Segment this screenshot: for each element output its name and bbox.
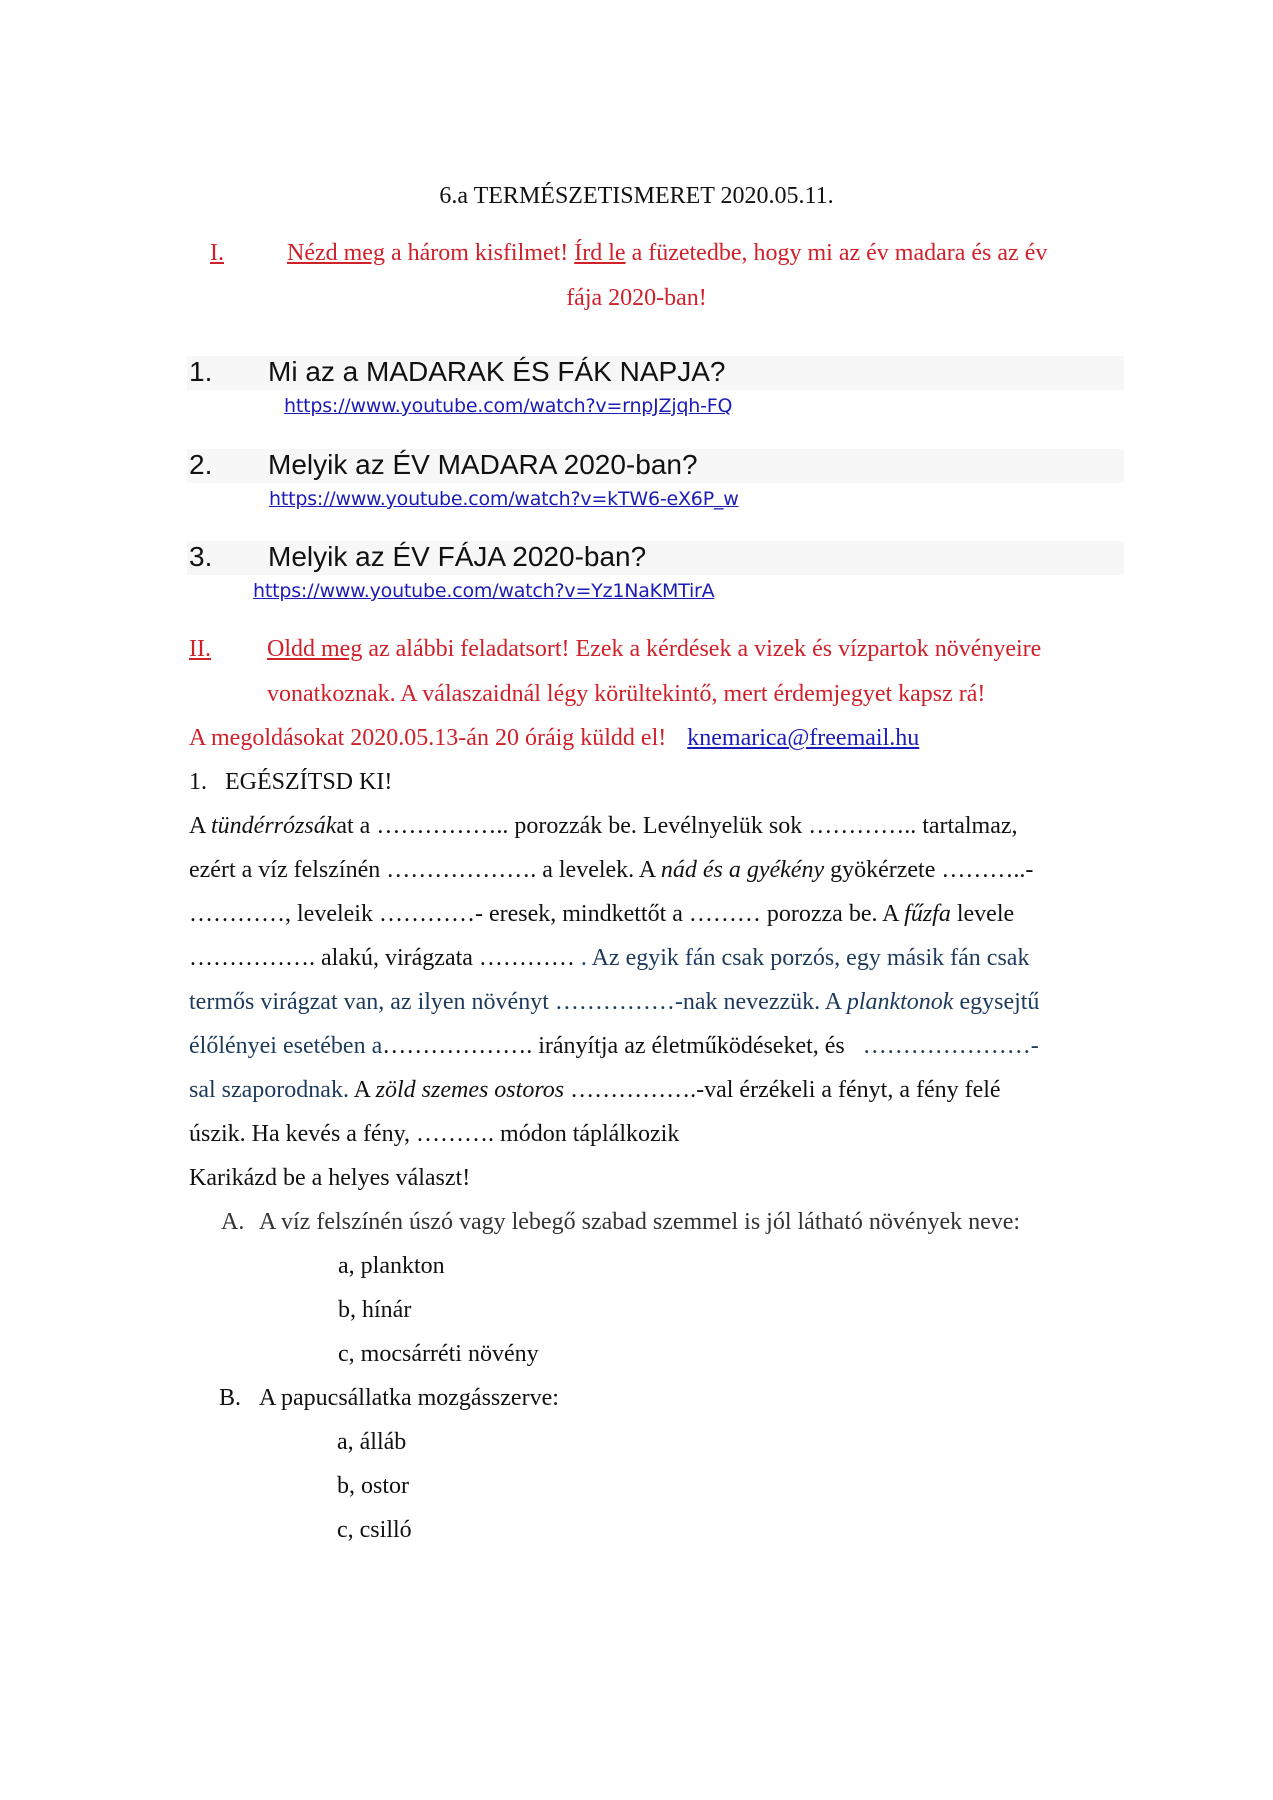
question-b-option-a[interactable]: a, álláb: [337, 1429, 407, 1455]
question-a-option-b[interactable]: b, hínár: [338, 1297, 412, 1323]
email-link[interactable]: knemarica@freemail.hu: [687, 725, 920, 751]
section-1-link-nezd-meg: Nézd meg: [287, 240, 385, 266]
question-a-option-a[interactable]: a, plankton: [338, 1253, 445, 1279]
video-1-heading: Mi az a MADARAK ÉS FÁK NAPJA?: [268, 356, 726, 387]
text-segment: élőlényei esetében a: [189, 1033, 383, 1059]
choice-instruction: Karikázd be a helyes választ!: [189, 1165, 471, 1191]
task-1-heading: 1. EGÉSZÍTSD KI!: [189, 769, 393, 795]
fill-in-line-8: úszik. Ha kevés a fény, ………. módon táplálkozik: [189, 1121, 680, 1147]
fill-in-line-4: [189, 945, 1029, 972]
fill-in-line-5: [189, 989, 1039, 1016]
fill-in-line-2: [189, 857, 1033, 884]
fill-in-line-3: [189, 901, 1014, 928]
question-a-text: A víz felszínén úszó vagy lebegő szabad szemmel is jól látható növények neve:: [259, 1209, 1021, 1235]
video-2-heading: Melyik az ÉV MADARA 2020-ban?: [268, 449, 698, 480]
text-segment: . Az egyik fán csak porzós, egy másik fán csak: [580, 945, 1030, 971]
text-segment: at a …………….. porozzák be. Levélnyelük sok ………….. tartalmaz,: [336, 813, 1018, 839]
fill-in-line-1: [189, 813, 1018, 840]
text-segment: egysejtű: [953, 989, 1040, 1015]
section-2-deadline-row: [189, 725, 919, 752]
video-2-number: 2.: [189, 449, 213, 480]
text-italic: zöld szemes ostoros: [375, 1077, 565, 1103]
text-segment: A: [348, 1077, 376, 1103]
section-1-instruction-line-2: fája 2020-ban!: [566, 285, 707, 311]
text-segment: ezért a víz felszínén ………………. a levelek. A: [189, 857, 661, 883]
question-b-text: A papucsállatka mozgásszerve:: [259, 1385, 559, 1411]
question-a-option-c[interactable]: c, mocsárréti növény: [338, 1341, 539, 1367]
question-b-option-c[interactable]: c, csilló: [337, 1517, 412, 1543]
section-1-text-cont: a füzetedbe, hogy mi az év madara és az év: [625, 240, 1048, 266]
text-italic: planktonok: [846, 989, 954, 1015]
page-title: 6.a TERMÉSZETISMERET 2020.05.11.: [439, 183, 834, 209]
section-1-instruction: [287, 240, 1047, 267]
text-segment: …………………-: [862, 1033, 1039, 1059]
section-1-numeral-text: I.: [210, 240, 224, 266]
video-3-number: 3.: [189, 541, 213, 572]
question-b-option-b[interactable]: b, ostor: [337, 1473, 409, 1499]
section-2-link-oldd-meg: Oldd meg: [267, 636, 363, 662]
question-b-label: B.: [219, 1385, 242, 1411]
text-segment: sal szaporodnak.: [189, 1077, 349, 1103]
section-2-instruction: [267, 636, 1041, 663]
text-segment: ………………. irányítja az életműködéseket, és: [382, 1033, 863, 1059]
video-1-link[interactable]: https://www.youtube.com/watch?v=rnpJZjqh-FQ: [284, 395, 733, 417]
video-3-heading: Melyik az ÉV FÁJA 2020-ban?: [268, 541, 647, 572]
text-segment: …………, leveleik …………- eresek, mindkettőt a ……… porozza be. A: [189, 901, 905, 927]
video-2-link[interactable]: https://www.youtube.com/watch?v=kTW6-eX6P_w: [269, 488, 739, 510]
text-segment: termős virágzat van, az ilyen növényt ……………-nak nevezzük. A: [189, 989, 847, 1015]
section-2-text: az alábbi feladatsort! Ezek a kérdések a vizek és vízpartok növényeire: [362, 636, 1042, 662]
text-italic: nád és a gyékény: [660, 857, 825, 883]
section-1-text: a három kisfilmet!: [384, 240, 575, 266]
text-segment: levele: [950, 901, 1015, 927]
section-2-numeral: [189, 636, 211, 663]
video-3-link[interactable]: https://www.youtube.com/watch?v=Yz1NaKMTirA: [253, 580, 715, 602]
text-segment: ……………. alakú, virágzata …………: [189, 945, 581, 971]
text-segment: …………….-val érzékeli a fényt, a fény felé: [564, 1077, 1001, 1103]
text-italic: fűzfa: [904, 901, 951, 927]
section-1-numeral: [210, 240, 224, 267]
section-2-instruction-line-2: vonatkoznak. A válaszaidnál légy körültekintő, mert érdemjegyet kapsz rá!: [267, 681, 986, 707]
fill-in-line-7: [189, 1077, 1001, 1104]
section-2-numeral-text: II.: [189, 636, 211, 662]
section-1-link-ird-le: Írd le: [574, 240, 626, 266]
text-italic: tündérrózsák: [211, 813, 337, 839]
text-segment: gyökérzete ………..-: [824, 857, 1034, 883]
section-2-deadline: A megoldásokat 2020.05.13-án 20 óráig küldd el!: [189, 725, 667, 751]
question-a-label: A.: [221, 1209, 245, 1235]
video-1-number: 1.: [189, 356, 213, 387]
fill-in-line-6: [189, 1033, 1039, 1060]
text-segment: A: [189, 813, 212, 839]
